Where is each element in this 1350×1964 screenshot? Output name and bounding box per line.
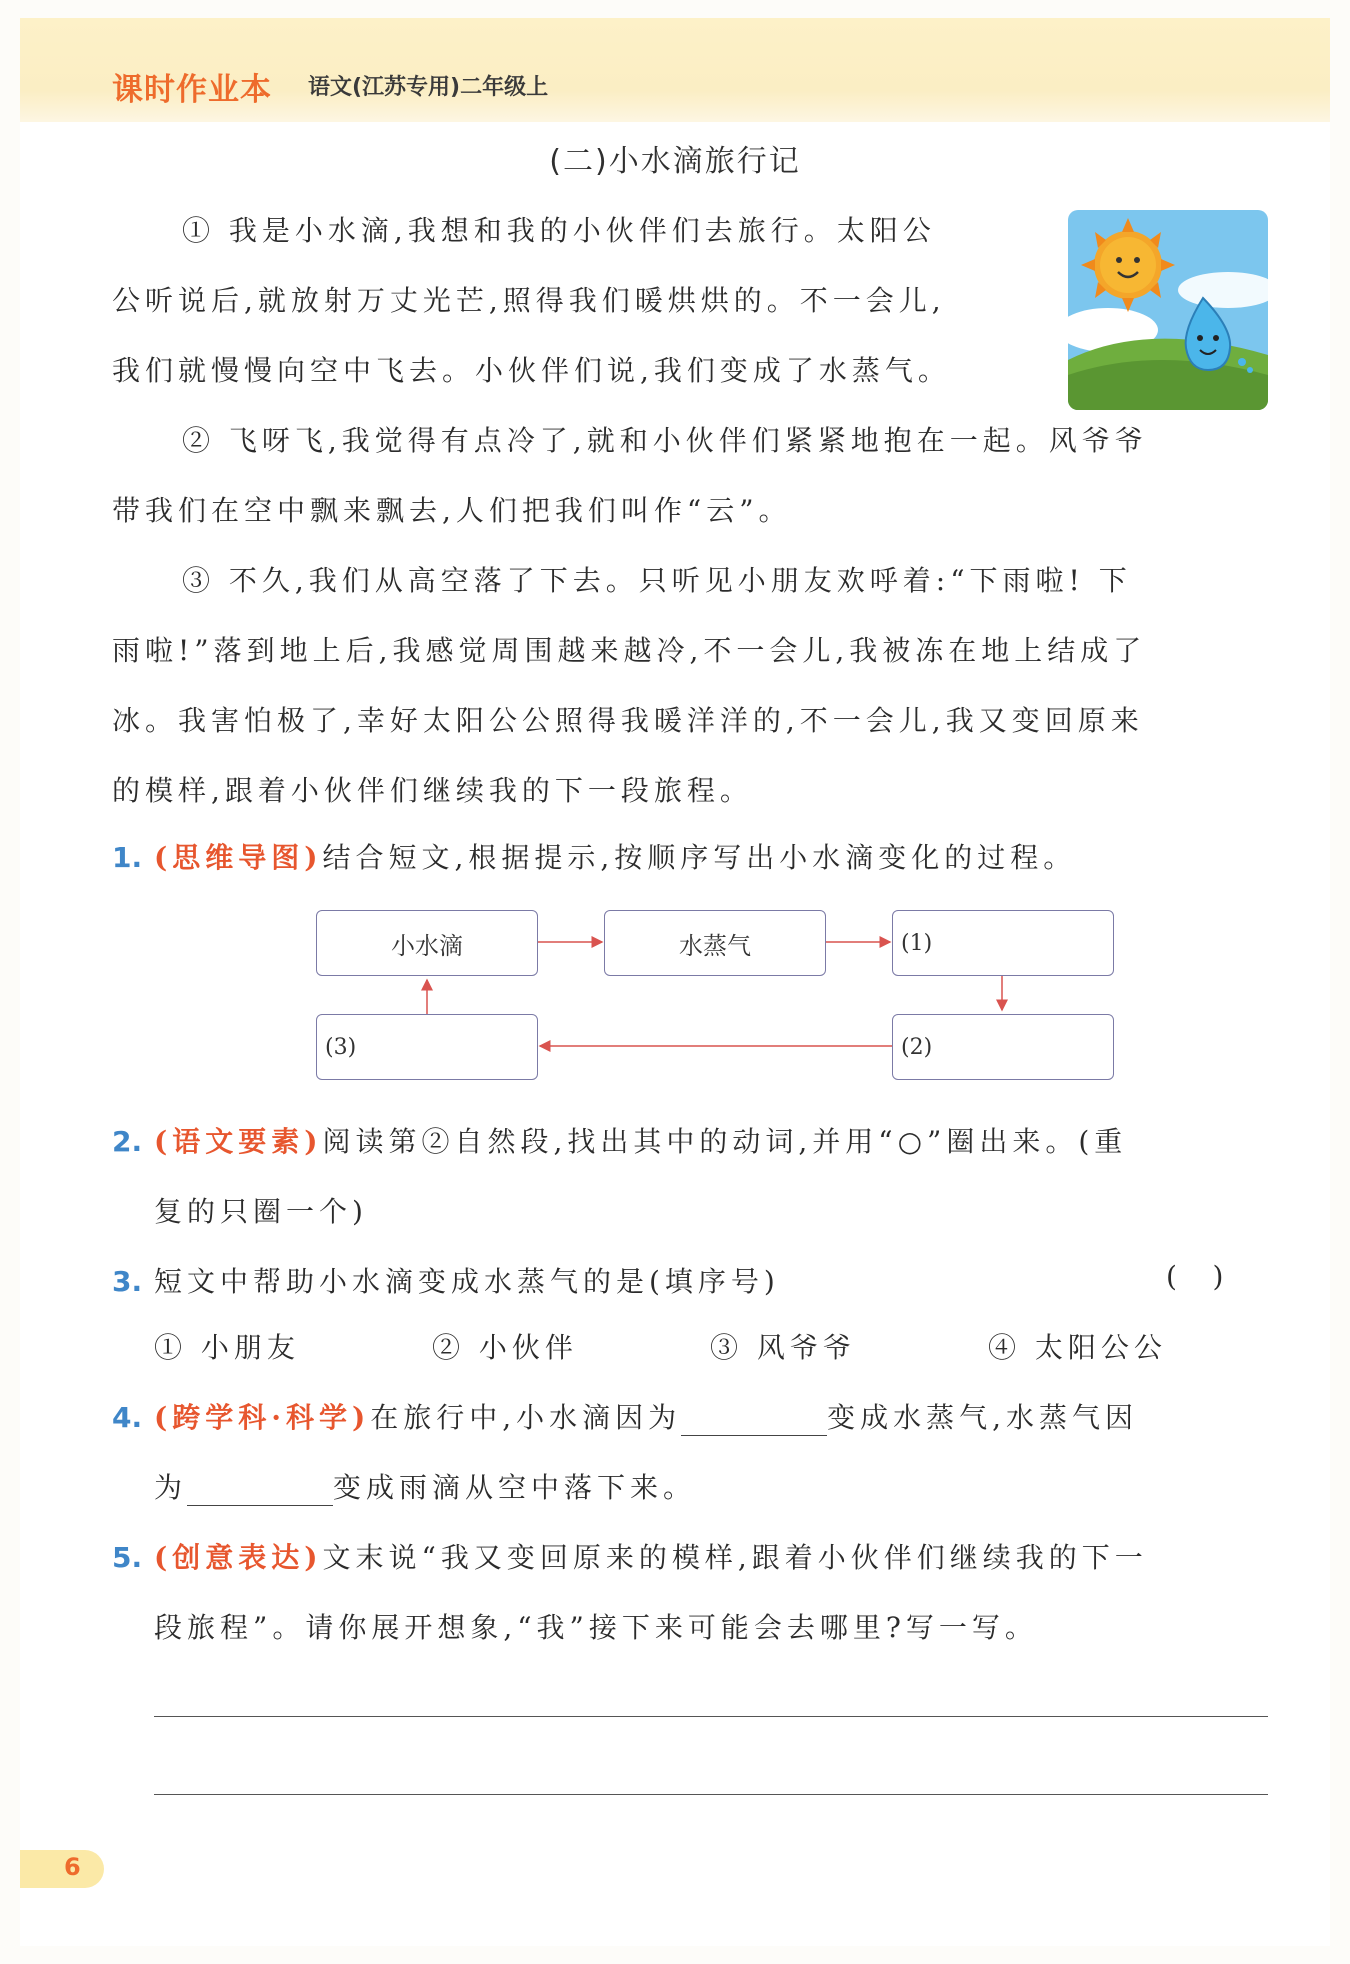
question-text: 为 — [154, 1471, 188, 1504]
diagram-box-label: 小水滴 — [391, 931, 463, 960]
question-2 — [112, 1120, 1127, 1160]
question-4-continued — [154, 1466, 696, 1506]
question-tag: (思维导图) — [154, 841, 323, 874]
diagram-box-label: (3) — [325, 1034, 357, 1060]
option-1: ① 小朋友 — [154, 1331, 300, 1364]
diagram-box-label: (1) — [901, 930, 933, 956]
question-3 — [112, 1260, 780, 1300]
question-number: 5. — [112, 1541, 143, 1574]
page-number: 6 — [64, 1853, 81, 1881]
fill-blank-1[interactable] — [681, 1401, 827, 1436]
diagram-box-blank-1[interactable] — [892, 910, 1114, 976]
option-2: ② 小伙伴 — [432, 1331, 578, 1364]
answer-line-2[interactable] — [154, 1794, 1268, 1795]
question-text: 在旅行中,小水滴因为 — [370, 1401, 682, 1434]
fill-blank-2[interactable] — [187, 1471, 333, 1506]
passage-line: 我们就慢慢向空中飞去。小伙伴们说,我们变成了水蒸气。 — [112, 354, 951, 387]
passage-line: ② 飞呀飞,我觉得有点冷了,就和小伙伴们紧紧地抱在一起。风爷爷 — [182, 424, 1148, 457]
question-5 — [112, 1536, 1148, 1576]
question-tag: (跨学科·科学) — [154, 1401, 371, 1434]
question-text: 变成雨滴从空中落下来。 — [333, 1471, 697, 1504]
question-text: 结合短文,根据提示,按顺序写出小水滴变化的过程。 — [322, 841, 1077, 874]
passage-line: 带我们在空中飘来飘去,人们把我们叫作“云”。 — [112, 494, 792, 527]
question-text: 短文中帮助小水滴变成水蒸气的是(填序号) — [154, 1265, 780, 1298]
passage-line: 雨啦!”落到地上后,我感觉周围越来越冷,不一会儿,我被冻在地上结成了 — [112, 634, 1147, 667]
page-title: (二)小水滴旅行记 — [549, 144, 801, 179]
passage-line: ① 我是小水滴,我想和我的小伙伴们去旅行。太阳公 — [182, 214, 936, 247]
question-number: 1. — [112, 841, 143, 874]
brand-title: 课时作业本 — [112, 72, 272, 108]
question-text: 阅读第②自然段,找出其中的动词,并用“○”圈出来。(重 — [322, 1125, 1128, 1158]
diagram-box-label: 水蒸气 — [679, 931, 751, 960]
passage-line: 公听说后,就放射万丈光芒,照得我们暖烘烘的。不一会儿, — [112, 284, 946, 317]
passage-line: 冰。我害怕极了,幸好太阳公公照得我暖洋洋的,不一会儿,我又变回原来 — [112, 704, 1144, 737]
question-number: 4. — [112, 1401, 143, 1434]
diagram-box-label: (2) — [901, 1034, 933, 1060]
question-2-continued: 复的只圈一个) — [154, 1195, 368, 1228]
diagram-box-water-vapor — [604, 910, 826, 976]
option-4: ④ 太阳公公 — [988, 1331, 1167, 1364]
diagram-box-blank-2[interactable] — [892, 1014, 1114, 1080]
question-5-continued: 段旅程”。请你展开想象,“我”接下来可能会去哪里?写一写。 — [154, 1611, 1038, 1644]
passage-line: ③ 不久,我们从高空落了下去。只听见小朋友欢呼着:“下雨啦! 下 — [182, 564, 1132, 597]
question-4 — [112, 1396, 1138, 1436]
question-number: 3. — [112, 1265, 143, 1298]
page-number-tab — [20, 1850, 104, 1888]
passage-line: 的模样,跟着小伙伴们继续我的下一段旅程。 — [112, 774, 753, 807]
question-text: 文末说“我又变回原来的模样,跟着小伙伴们继续我的下一 — [322, 1541, 1148, 1574]
answer-parentheses[interactable]: ( ) — [1166, 1260, 1224, 1293]
question-tag: (语文要素) — [154, 1125, 323, 1158]
diagram-box-blank-3[interactable] — [316, 1014, 538, 1080]
question-number: 2. — [112, 1125, 143, 1158]
option-3: ③ 风爷爷 — [710, 1331, 856, 1364]
diagram-box-water-drop — [316, 910, 538, 976]
subject-label: 语文(江苏专用)二年级上 — [308, 75, 549, 100]
question-tag: (创意表达) — [154, 1541, 323, 1574]
answer-line-1[interactable] — [154, 1716, 1268, 1717]
question-text: 变成水蒸气,水蒸气因 — [827, 1401, 1139, 1434]
